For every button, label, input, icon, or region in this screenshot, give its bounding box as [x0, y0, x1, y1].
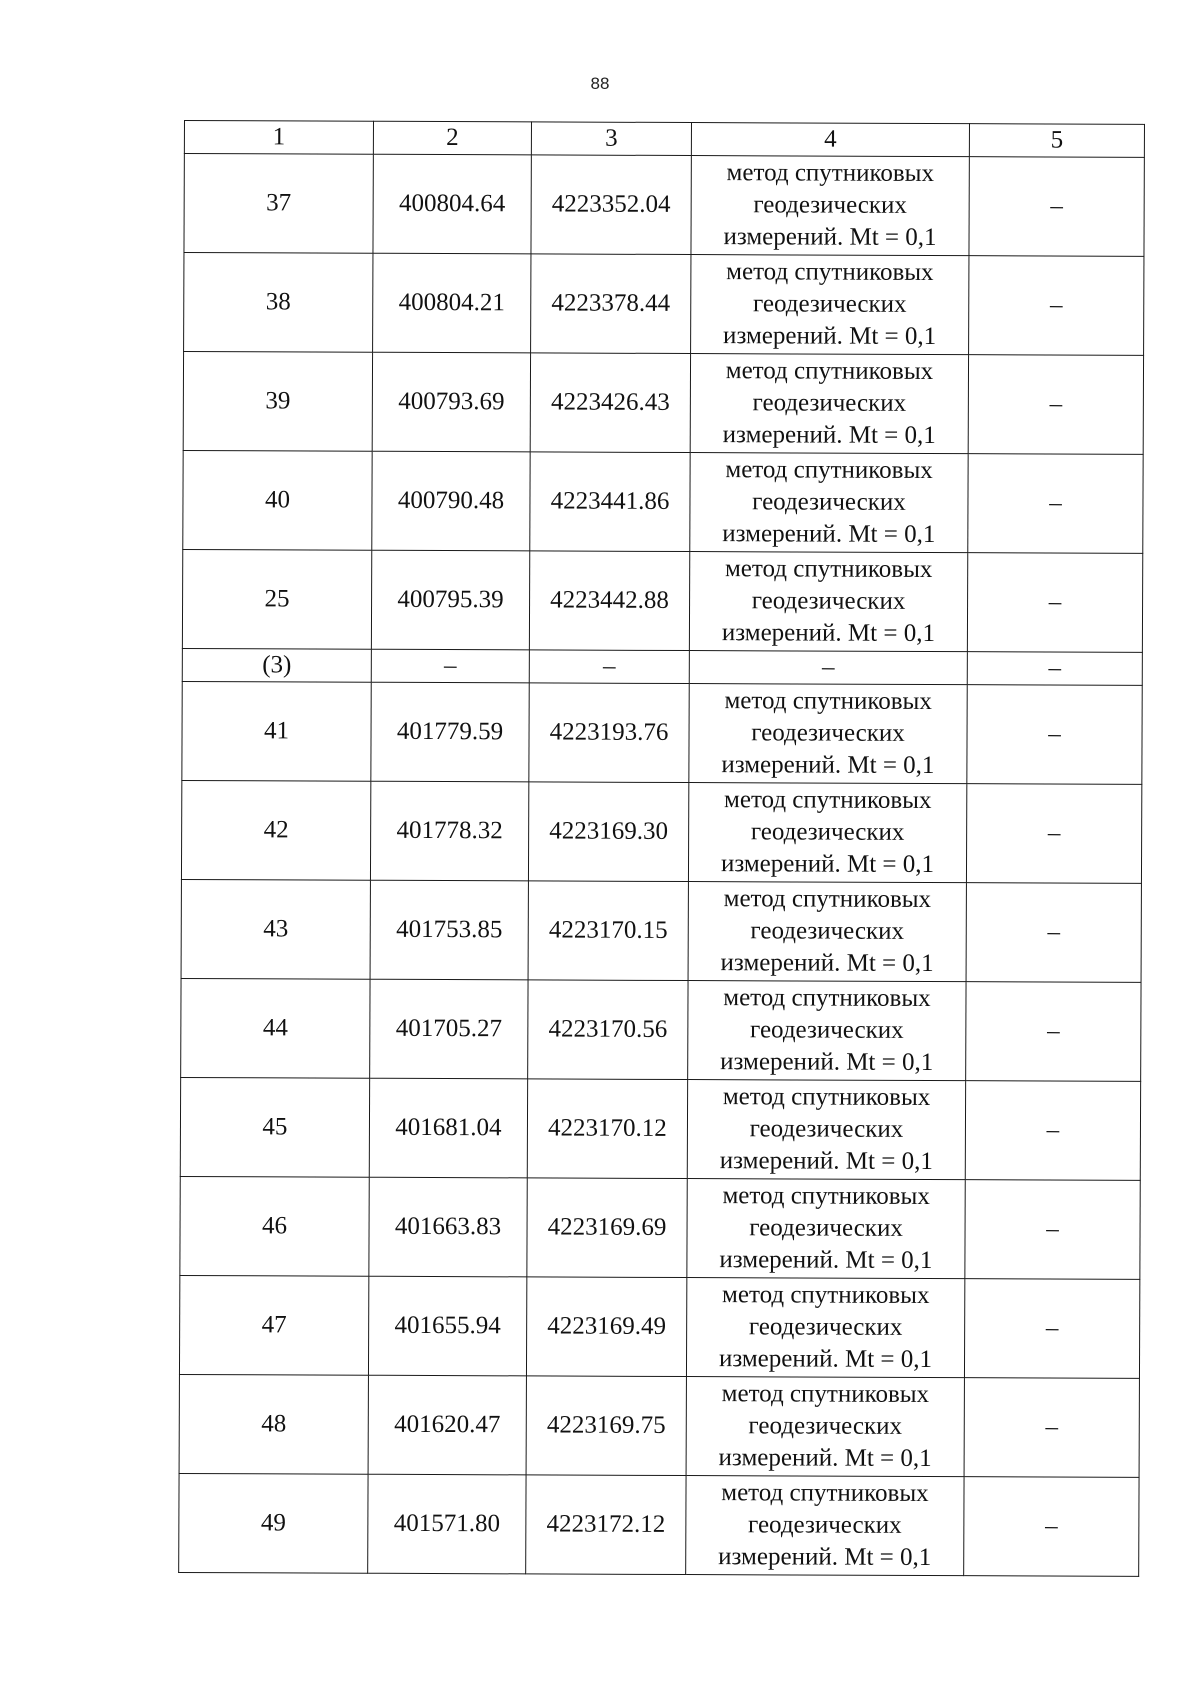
method-line: метод спутниковых — [724, 687, 932, 716]
y-coordinate-cell: 4223442.88 — [529, 551, 689, 651]
x-coordinate-cell: 401655.94 — [368, 1276, 526, 1376]
table-row — [180, 1077, 1140, 1180]
table-row — [179, 1473, 1139, 1576]
method-line: метод спутниковых — [725, 357, 934, 386]
table-row — [181, 978, 1141, 1081]
x-coordinate-cell: 400795.39 — [371, 550, 529, 650]
method-cell — [688, 882, 966, 982]
method-line: метод спутниковых — [722, 1182, 930, 1211]
table-row — [179, 1374, 1139, 1477]
x-coordinate-cell: 400790.48 — [372, 451, 530, 551]
y-coordinate-cell: 4223170.15 — [528, 881, 688, 981]
method-line: измерений. Mt = 0,1 — [719, 1147, 933, 1176]
method-line: геодезических — [748, 1313, 903, 1341]
column-header-4: 4 — [691, 123, 969, 157]
point-number-cell: 41 — [182, 681, 371, 781]
method-line: измерений. Mt = 0,1 — [722, 421, 936, 450]
method-line: измерений. Mt = 0,1 — [723, 223, 937, 252]
contour-separator-row — [182, 648, 1142, 685]
note-cell: – — [965, 1081, 1140, 1181]
x-coordinate-cell: 401620.47 — [368, 1375, 526, 1475]
table-row — [184, 154, 1144, 257]
note-cell: – — [966, 982, 1141, 1082]
column-header-5: 5 — [969, 124, 1144, 158]
x-coordinate-cell: 401681.04 — [369, 1078, 527, 1178]
method-line: измерений. Mt = 0,1 — [720, 850, 935, 879]
point-number-cell: 48 — [179, 1374, 368, 1474]
method-line: метод спутниковых — [722, 1281, 930, 1310]
x-coordinate-cell: – — [371, 649, 529, 683]
point-number-cell: 49 — [179, 1473, 368, 1573]
table-row — [181, 879, 1141, 982]
method-line: метод спутниковых — [726, 159, 935, 188]
method-cell: – — [689, 651, 967, 685]
note-cell: – — [965, 1180, 1140, 1280]
method-line: измерений. Mt = 0,1 — [718, 1543, 932, 1572]
x-coordinate-cell: 401571.80 — [368, 1474, 526, 1574]
method-line: геодезических — [751, 587, 906, 615]
method-line: измерений. Mt = 0,1 — [723, 322, 937, 351]
method-line: измерений. Mt = 0,1 — [722, 520, 936, 549]
table-row — [179, 1275, 1139, 1378]
method-line: измерений. Mt = 0,1 — [721, 751, 935, 780]
note-cell: – — [966, 784, 1141, 884]
method-line: геодезических — [752, 488, 906, 516]
note-cell: – — [967, 652, 1142, 686]
method-line: геодезических — [752, 389, 907, 417]
method-line: геодезических — [753, 191, 908, 219]
point-number-cell: 38 — [184, 253, 373, 353]
y-coordinate-cell: 4223169.49 — [526, 1277, 686, 1377]
method-line: измерений. Mt = 0,1 — [718, 1345, 933, 1374]
y-coordinate-cell: 4223169.75 — [526, 1376, 686, 1476]
note-cell: – — [968, 355, 1143, 455]
note-cell: – — [969, 157, 1144, 257]
method-line: метод спутниковых — [724, 786, 932, 815]
method-line: геодезических — [749, 1115, 904, 1143]
y-coordinate-cell: 4223169.30 — [528, 782, 688, 882]
method-cell — [691, 255, 969, 355]
column-header-3: 3 — [531, 122, 691, 156]
method-line: метод спутниковых — [723, 984, 931, 1013]
method-cell — [689, 552, 967, 652]
table-header-row — [184, 121, 1144, 158]
method-cell — [689, 684, 967, 784]
method-cell — [688, 981, 966, 1081]
point-number-cell: 42 — [181, 780, 370, 880]
table-row — [182, 681, 1142, 784]
x-coordinate-cell: 401778.32 — [370, 781, 528, 881]
x-coordinate-cell: 401705.27 — [370, 979, 528, 1079]
x-coordinate-cell: 401663.83 — [369, 1177, 527, 1277]
point-number-cell: 40 — [183, 450, 372, 550]
table-row — [183, 450, 1143, 553]
point-number-cell: 25 — [182, 549, 371, 649]
note-cell: – — [966, 883, 1141, 983]
method-line: измерений. Mt = 0,1 — [718, 1444, 932, 1473]
table-row — [182, 549, 1142, 652]
method-cell — [691, 156, 969, 256]
point-number-cell: 37 — [184, 154, 373, 254]
method-cell — [688, 783, 966, 883]
method-cell — [686, 1476, 964, 1576]
note-cell: – — [967, 553, 1142, 653]
table-row — [184, 253, 1144, 356]
method-line: геодезических — [748, 1511, 902, 1539]
method-line: измерений. Mt = 0,1 — [720, 1048, 934, 1077]
method-cell — [690, 354, 968, 454]
method-line: геодезических — [748, 1412, 903, 1440]
note-cell: – — [968, 454, 1143, 554]
method-line: геодезических — [749, 1214, 903, 1242]
point-number-cell: 46 — [180, 1176, 369, 1276]
method-line: метод спутниковых — [721, 1380, 930, 1409]
method-line: метод спутниковых — [726, 258, 934, 287]
y-coordinate-cell: 4223170.12 — [527, 1079, 687, 1179]
y-coordinate-cell: 4223352.04 — [531, 155, 691, 255]
method-line: измерений. Mt = 0,1 — [719, 1246, 933, 1275]
method-line: геодезических — [752, 290, 907, 318]
y-coordinate-cell: 4223441.86 — [530, 452, 690, 552]
point-number-cell: 43 — [181, 879, 370, 979]
method-line: геодезических — [750, 1016, 904, 1044]
y-coordinate-cell: 4223193.76 — [529, 683, 689, 783]
table-body — [179, 121, 1145, 1577]
y-coordinate-cell: 4223378.44 — [531, 254, 691, 354]
table-row — [180, 1176, 1140, 1279]
y-coordinate-cell: 4223170.56 — [528, 980, 688, 1080]
column-header-1: 1 — [184, 121, 373, 155]
method-line: измерений. Mt = 0,1 — [720, 949, 934, 978]
coordinates-table — [178, 120, 1145, 1577]
method-cell — [687, 1179, 965, 1279]
note-cell: – — [967, 685, 1142, 785]
table-row — [181, 780, 1141, 883]
method-line: метод спутниковых — [721, 1479, 929, 1508]
method-line: метод спутниковых — [722, 1083, 931, 1112]
point-number-cell: 44 — [181, 978, 370, 1078]
x-coordinate-cell: 400793.69 — [372, 352, 530, 452]
method-line: метод спутниковых — [724, 555, 933, 584]
method-cell — [686, 1377, 964, 1477]
note-cell: – — [964, 1477, 1139, 1577]
method-cell — [686, 1278, 964, 1378]
y-coordinate-cell: 4223426.43 — [530, 353, 690, 453]
point-number-cell: 47 — [179, 1275, 368, 1375]
x-coordinate-cell: 401779.59 — [371, 682, 529, 782]
x-coordinate-cell: 401753.85 — [370, 880, 528, 980]
note-cell: – — [964, 1279, 1139, 1379]
method-line: измерений. Mt = 0,1 — [721, 619, 936, 648]
page-number: 88 — [590, 74, 610, 93]
method-line: метод спутниковых — [725, 456, 933, 485]
note-cell: – — [969, 256, 1144, 356]
y-coordinate-cell: 4223172.12 — [526, 1475, 686, 1575]
y-coordinate-cell: 4223169.69 — [527, 1178, 687, 1278]
x-coordinate-cell: 400804.64 — [373, 154, 531, 254]
method-cell — [690, 453, 968, 553]
note-cell: – — [964, 1378, 1139, 1478]
point-number-cell: 39 — [183, 352, 372, 452]
y-coordinate-cell: – — [529, 650, 689, 684]
x-coordinate-cell: 400804.21 — [373, 253, 531, 353]
method-cell — [687, 1080, 965, 1180]
point-number-cell: 45 — [180, 1077, 369, 1177]
method-line: метод спутниковых — [723, 885, 932, 914]
column-header-2: 2 — [373, 121, 531, 155]
method-line: геодезических — [751, 719, 905, 747]
method-line: геодезических — [750, 818, 905, 846]
method-line: геодезических — [750, 917, 905, 945]
table-row — [183, 352, 1143, 455]
contour-label-cell: (3) — [182, 648, 371, 682]
